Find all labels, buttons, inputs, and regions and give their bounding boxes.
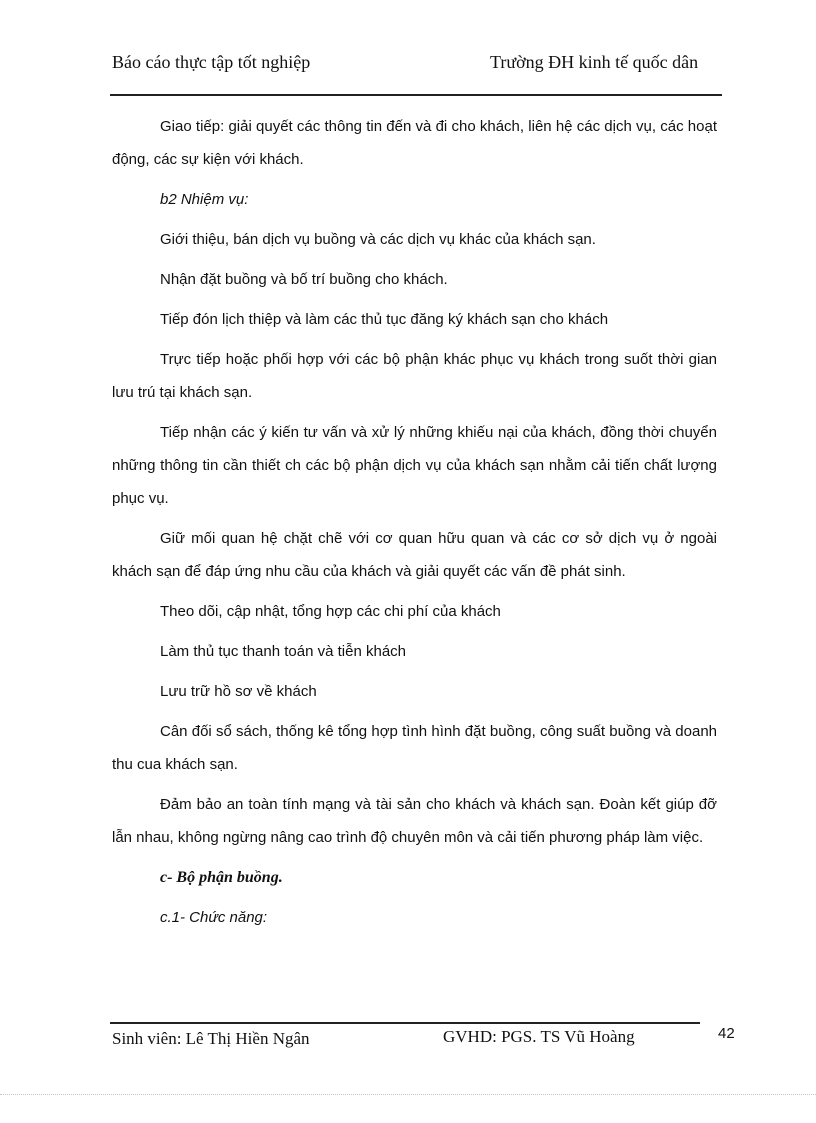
page-edge-divider	[0, 1094, 816, 1095]
heading-housekeeping: c- Bộ phận buồng.	[160, 869, 283, 886]
paragraph-duty-coordinate: Trực tiếp hoặc phối hợp với các bộ phận khác phục vụ khách trong suốt thời gian lưu trú tại khách sạn.	[112, 351, 717, 401]
paragraph-duty-booking: Nhận đặt buồng và bố trí buồng cho khách.	[160, 271, 448, 288]
header-university: Trường ĐH kinh tế quốc dân	[490, 52, 699, 72]
page-body	[112, 110, 717, 934]
paragraph-communication: Giao tiếp: giải quyết các thông tin đến và đi cho khách, liên hệ các dịch vụ, các hoạt động, các sự kiện với khách.	[112, 118, 717, 168]
page-number: 42	[718, 1025, 735, 1042]
paragraph-duty-welcome: Tiếp đón lịch thiệp và làm các thủ tục đăng ký khách sạn cho khách	[160, 311, 609, 328]
header-report-title: Báo cáo thực tập tốt nghiệp	[112, 52, 311, 72]
paragraph-duty-feedback: Tiếp nhận các ý kiến tư vấn và xử lý những khiếu nại của khách, đồng thời chuyển những thông tin cần thiết ch các bộ phận dịch vụ của khách sạn nhằm cải tiến chất lượng phục vụ.	[112, 424, 717, 507]
footer-advisor: GVHD: PGS. TS Vũ Hoàng	[443, 1027, 635, 1046]
paragraph-duty-introduce: Giới thiệu, bán dịch vụ buồng và các dịch vụ khác của khách sạn.	[160, 231, 596, 248]
paragraph-duty-expenses: Theo dõi, cập nhật, tổng hợp các chi phí của khách	[160, 603, 501, 620]
heading-duties: b2 Nhiệm vụ:	[160, 191, 249, 208]
footer-student: Sinh viên: Lê Thị Hiền Ngân	[112, 1029, 310, 1048]
paragraph-duty-records: Lưu trữ hồ sơ về khách	[160, 683, 317, 700]
paragraph-duty-accounting: Cân đối sổ sách, thống kê tổng hợp tình hình đặt buồng, công suất buồng và doanh thu cua khách sạn.	[112, 723, 717, 773]
paragraph-duty-safety: Đảm bảo an toàn tính mạng và tài sản cho khách và khách sạn. Đoàn kết giúp đỡ lẫn nhau, không ngừng nâng cao trình độ chuyên môn và cải tiến phương pháp làm việc.	[112, 796, 717, 846]
paragraph-duty-checkout: Làm thủ tục thanh toán và tiễn khách	[160, 643, 406, 660]
footer-divider	[110, 1022, 700, 1024]
header-divider	[110, 94, 722, 96]
heading-function: c.1- Chức năng:	[160, 909, 268, 926]
paragraph-duty-relations: Giữ mối quan hệ chặt chẽ với cơ quan hữu quan và các cơ sở dịch vụ ở ngoài khách sạn để đáp ứng nhu cầu của khách và giải quyết các vấn đề phát sinh.	[112, 530, 717, 580]
